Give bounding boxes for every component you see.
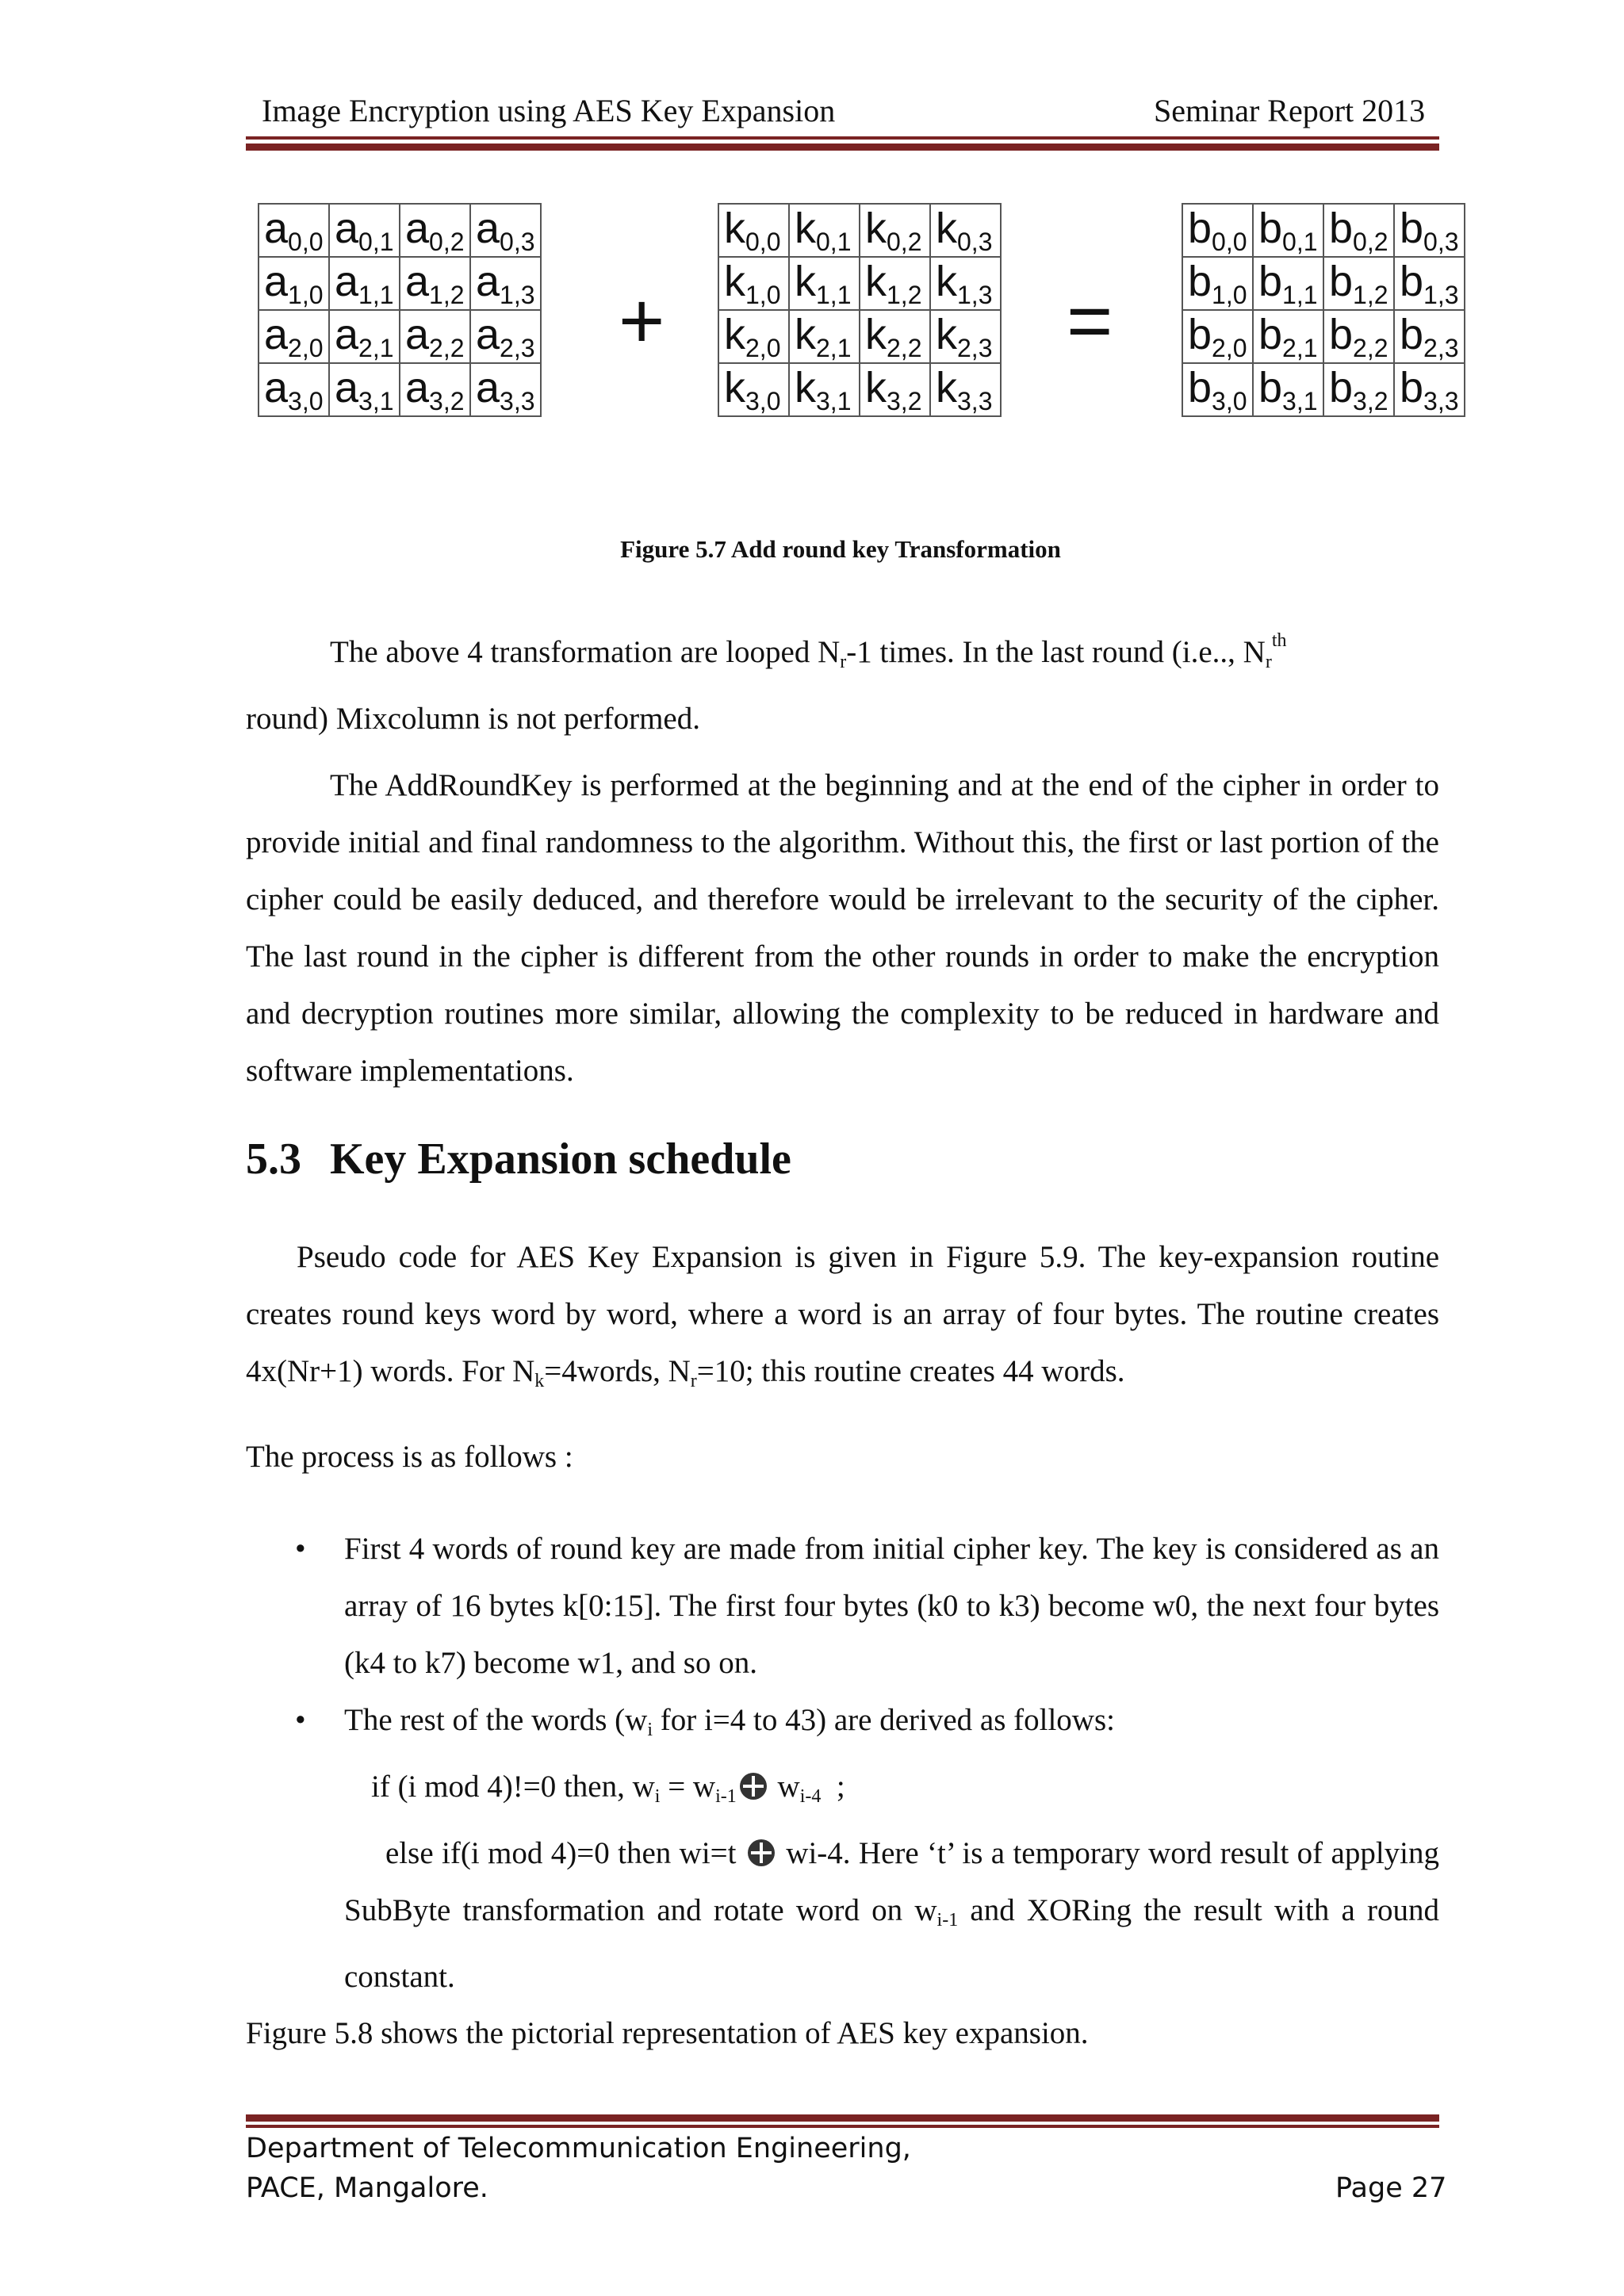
matrix-cell: $b_{2,3}$ xyxy=(1394,310,1465,363)
matrix-cell: $k_{0,3}$ xyxy=(930,204,1001,257)
matrix-cell: $k_{3,1}$ xyxy=(789,363,860,416)
matrix-cell: $b_{2,1}$ xyxy=(1253,310,1323,363)
footer-rule-thick xyxy=(246,2114,1439,2122)
xor-icon xyxy=(748,1839,775,1866)
result-matrix-b xyxy=(1182,203,1465,417)
matrix-cell: $b_{1,3}$ xyxy=(1394,257,1465,310)
matrix-cell: $b_{0,1}$ xyxy=(1253,204,1323,257)
list-item: • First 4 words of round key are made from initial cipher key. The key is considered as an array of 16 bytes k[0:15]. The first four bytes (k0 to k3) become w0, the next four bytes (k4 to k7) become w1, and so on. xyxy=(246,1521,1439,1692)
state-matrix-a xyxy=(258,203,542,417)
matrix-cell: $a_{1,3}$ xyxy=(470,257,541,310)
xor-icon xyxy=(740,1773,767,1800)
matrix-cell: $a_{1,1}$ xyxy=(329,257,400,310)
matrix-cell: $k_{2,3}$ xyxy=(930,310,1001,363)
bullet-marker: • xyxy=(295,1703,306,1737)
paragraph-process: The process is as follows : xyxy=(246,1440,573,1474)
matrix-cell: $b_{3,2}$ xyxy=(1323,363,1394,416)
page-number: Page 27 xyxy=(1335,2172,1447,2204)
matrix-cell: $k_{2,1}$ xyxy=(789,310,860,363)
matrix-cell: $k_{3,2}$ xyxy=(860,363,930,416)
paragraph-pseudocode: Pseudo code for AES Key Expansion is given in Figure 5.9. The key-expansion routine creates round keys word by word, where a word is an array of four bytes. The routine creates 4x(Nr+1) words. For $N_k=4words$, $N_r=10$; this routine creates 44 words. xyxy=(246,1240,1439,1391)
matrix-cell: $k_{1,3}$ xyxy=(930,257,1001,310)
matrix-cell: $a_{0,3}$ xyxy=(470,204,541,257)
matrix-cell: $k_{2,2}$ xyxy=(860,310,930,363)
list-item: • The rest of the words ($w_i$ for i=4 to 43) are derived as follows: if (i mod 4)!=0 then, $w_i = w_{i-1}$ $w_{i-4}$ ; else if(i mod 4)=0 then wi=t wi-4. Here ‘t’ is a temporary word result of applying SubByte transformation and rotate word on $w_{i-1}$ and XORing the result with a round constant. xyxy=(246,1692,1439,2006)
matrix-cell: $a_{0,0}$ xyxy=(259,204,329,257)
matrix-cell: $b_{1,1}$ xyxy=(1253,257,1323,310)
footer-department: Department of Telecommunication Engineering, xyxy=(246,2133,911,2164)
matrix-cell: $b_{2,2}$ xyxy=(1323,310,1394,363)
matrix-cell: $a_{3,2}$ xyxy=(400,363,470,416)
matrix-cell: $b_{0,2}$ xyxy=(1323,204,1394,257)
plus-sign: + xyxy=(619,277,665,365)
header-rule-thick xyxy=(246,144,1439,151)
matrix-cell: $k_{0,2}$ xyxy=(860,204,930,257)
matrix-cell: $k_{3,0}$ xyxy=(718,363,789,416)
section-heading: 5.3 Key Expansion schedule xyxy=(246,1135,791,1184)
matrix-cell: $k_{2,0}$ xyxy=(718,310,789,363)
matrix-cell: $a_{1,0}$ xyxy=(259,257,329,310)
matrix-cell: $b_{1,2}$ xyxy=(1323,257,1394,310)
matrix-cell: $a_{0,2}$ xyxy=(400,204,470,257)
bullet-marker: • xyxy=(295,1532,306,1566)
matrix-cell: $a_{3,0}$ xyxy=(259,363,329,416)
round-key-matrix-k xyxy=(718,203,1002,417)
footer-rule xyxy=(246,2125,1439,2128)
matrix-cell: $a_{2,0}$ xyxy=(259,310,329,363)
paragraph-rounds: The above 4 transformation are looped $N_r-1$ times. In the last round (i.e.., $N_r^{th}$ round) Mixcolumn is not performed. xyxy=(246,630,1287,736)
matrix-cell: $k_{1,0}$ xyxy=(718,257,789,310)
matrix-cell: $b_{2,0}$ xyxy=(1182,310,1253,363)
matrix-cell: $b_{3,3}$ xyxy=(1394,363,1465,416)
paragraph-figure-ref: Figure 5.8 shows the pictorial representation of AES key expansion. xyxy=(246,2016,1089,2050)
matrix-cell: $b_{1,0}$ xyxy=(1182,257,1253,310)
bullet-list xyxy=(246,1521,1439,2006)
equals-sign: = xyxy=(1067,277,1113,365)
header-rule xyxy=(246,136,1439,140)
matrix-cell: $a_{3,1}$ xyxy=(329,363,400,416)
matrix-cell: $b_{3,0}$ xyxy=(1182,363,1253,416)
footer-college: PACE, Mangalore. xyxy=(246,2172,488,2204)
header-report: Seminar Report 2013 xyxy=(1154,93,1426,128)
matrix-cell: $k_{0,1}$ xyxy=(789,204,860,257)
matrix-cell: $k_{1,1}$ xyxy=(789,257,860,310)
matrix-cell: $a_{2,2}$ xyxy=(400,310,470,363)
matrix-cell: $k_{1,2}$ xyxy=(860,257,930,310)
figure-caption: Figure 5.7 Add round key Transformation xyxy=(620,535,1061,563)
matrix-cell: $a_{0,1}$ xyxy=(329,204,400,257)
matrix-cell: $k_{3,3}$ xyxy=(930,363,1001,416)
paragraph-addroundkey: The AddRoundKey is performed at the beginning and at the end of the cipher in order to provide initial and final randomness to the algorithm. Without this, the first or last portion of the cipher could be easily deduced, and therefore would be irrelevant to the security of the cipher. The last round in the cipher is different from the other rounds in order to make the encryption and decryption routines more similar, allowing the complexity to be reduced in hardware and software implementations. xyxy=(246,768,1439,1088)
matrix-cell: $a_{3,3}$ xyxy=(470,363,541,416)
matrix-cell: $a_{2,3}$ xyxy=(470,310,541,363)
matrix-cell: $a_{1,2}$ xyxy=(400,257,470,310)
matrix-cell: $b_{3,1}$ xyxy=(1253,363,1323,416)
matrix-cell: $k_{0,0}$ xyxy=(718,204,789,257)
header-title: Image Encryption using AES Key Expansion xyxy=(262,93,836,128)
matrix-cell: $b_{0,3}$ xyxy=(1394,204,1465,257)
matrix-cell: $a_{2,1}$ xyxy=(329,310,400,363)
matrix-cell: $b_{0,0}$ xyxy=(1182,204,1253,257)
